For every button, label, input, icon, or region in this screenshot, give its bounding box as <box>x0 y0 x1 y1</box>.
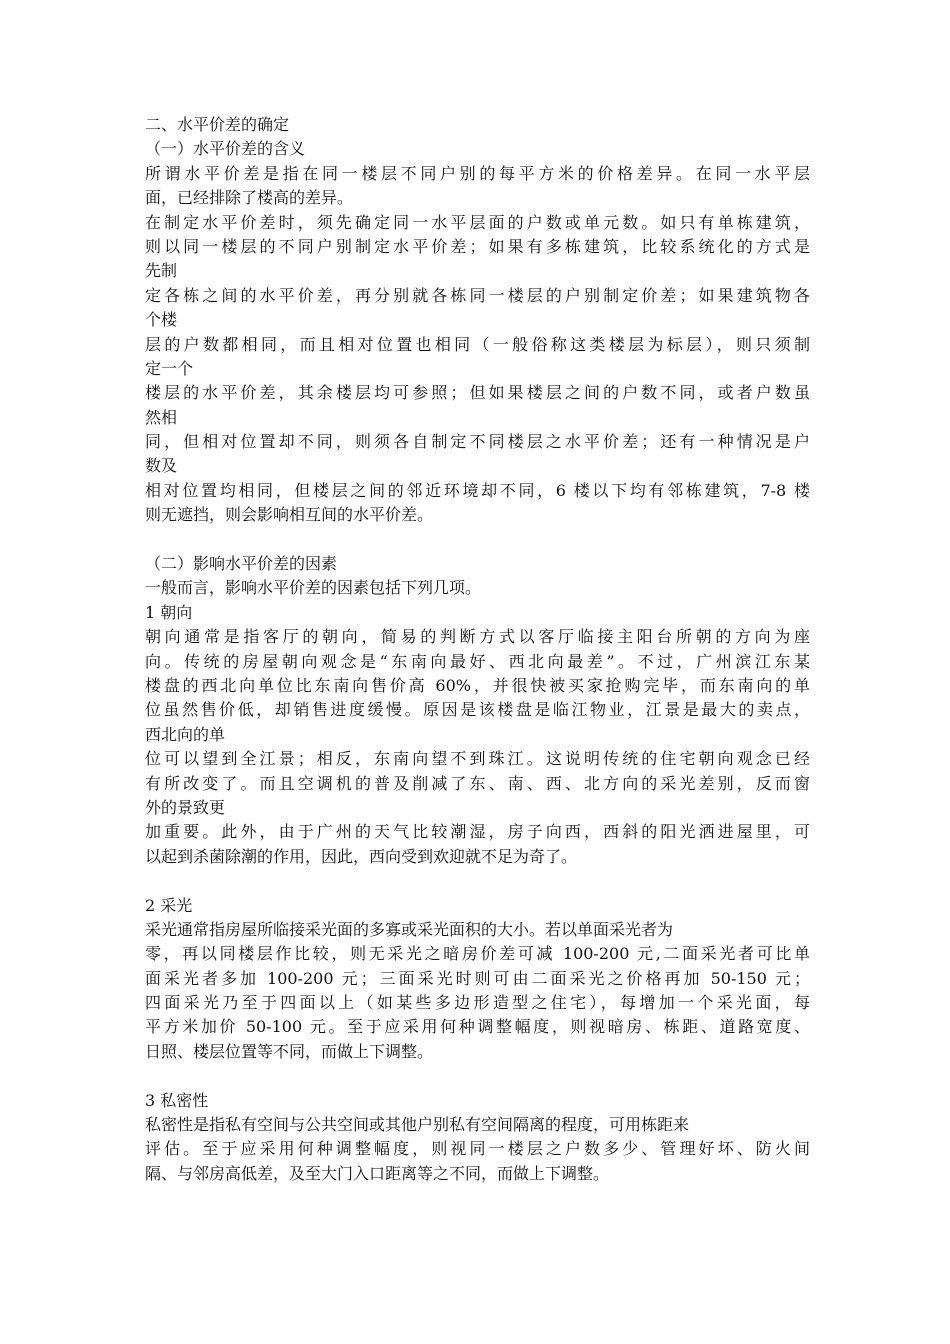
text-line: 层的户数都相同，而且相对位置也相同（一般俗称这类楼层为标层），则只须制 <box>145 334 810 354</box>
text-line: 日照、楼层位置等不同，而做上下调整。 <box>145 1041 434 1061</box>
text-line: 个楼 <box>145 310 178 330</box>
text-line: 西北向的单 <box>145 724 226 744</box>
text-line: 然相 <box>145 407 178 427</box>
text-line: 一般而言，影响水平价差的因素包括下列几项。 <box>145 578 482 598</box>
text-line: 零，再以同楼层作比较，则无采光之暗房价差可减 100-200 元,二面采光者可比单 <box>145 944 810 964</box>
text-line: 数及 <box>145 456 178 476</box>
text-line: 二、水平价差的确定 <box>145 115 290 134</box>
text-line: 四面采光乃至于四面以上（如某些多边形造型之住宅），每增加一个采光面，每 <box>145 993 810 1013</box>
text-line: （一）水平价差的含义 <box>145 139 306 159</box>
text-line: 2 采光 <box>145 895 193 915</box>
text-line: 加重要。此外，由于广州的天气比较潮湿，房子向西，西斜的阳光洒进屋里，可 <box>145 822 810 842</box>
text-line: 在制定水平价差时，须先确定同一水平层面的户数或单元数。如只有单栋建筑， <box>145 212 810 232</box>
text-line: 同，但相对位置却不同，则须各自制定不同楼层之水平价差；还有一种情况是户 <box>145 432 810 452</box>
text-line: 以起到杀菌除潮的作用，因此，西向受到欢迎就不足为奇了。 <box>145 846 578 866</box>
text-line: 所谓水平价差是指在同一楼层不同户别的每平方米的价格差异。在同一水平层 <box>145 163 810 183</box>
text-line: 面采光者多加 100-200 元；三面采光时则可由二面采光之价格再加 50-150 元； <box>145 968 810 988</box>
text-line: 外的景致更 <box>145 797 226 817</box>
text-line: 平方米加价 50-100 元。至于应采用何种调整幅度，则视暗房、栋距、道路宽度、 <box>145 1017 810 1037</box>
text-line: 位可以望到全江景；相反，东南向望不到珠江。这说明传统的住宅朝向观念已经 <box>145 749 810 769</box>
text-line: 采光通常指房屋所临接采光面的多寡或采光面积的大小。若以单面采光者为 <box>145 919 674 939</box>
text-line: 评估。至于应采用何种调整幅度，则视同一楼层之户数多少、管理好坏、防火间 <box>145 1139 810 1159</box>
text-line: 3 私密性 <box>145 1090 209 1110</box>
blank-line <box>145 528 810 552</box>
text-line: 则以同一楼层的不同户别制定水平价差；如果有多栋建筑，比较系统化的方式是 <box>145 236 810 256</box>
text-line: （二）影响水平价差的因素 <box>145 554 338 574</box>
text-line: 相对位置均相同，但楼层之间的邻近环境却不同，6 楼以下均有邻栋建筑，7-8 楼 <box>145 480 810 500</box>
text-line: 先制 <box>145 261 178 281</box>
text-line: 则无遮挡，则会影响相互间的水平价差。 <box>145 505 434 525</box>
text-line: 楼层的水平价差，其余楼层均可参照；但如果楼层之间的户数不同，或者户数虽 <box>145 383 810 403</box>
text-line: 有所改变了。而且空调机的普及削减了东、南、西、北方向的采光差别，反而窗 <box>145 773 810 793</box>
text-line: 朝向通常是指客厅的朝向，简易的判断方式以客厅临接主阳台所朝的方向为座 <box>145 627 810 647</box>
text-line: 面，已经排除了楼高的差异。 <box>145 188 354 208</box>
text-line: 隔、与邻房高低差，及至大门入口距离等之不同，而做上下调整。 <box>145 1163 610 1183</box>
text-line: 1 朝向 <box>145 602 193 622</box>
text-line: 楼盘的西北向单位比东南向售价高 60%，并很快被买家抢购完毕，而东南向的单 <box>145 675 810 695</box>
document-body <box>145 113 810 1186</box>
blank-line <box>145 869 810 893</box>
text-line: 位虽然售价低，却销售进度缓慢。原因是该楼盘是临江物业，江景是最大的卖点， <box>145 700 810 720</box>
text-line: 私密性是指私有空间与公共空间或其他户别私有空间隔离的程度，可用栋距来 <box>145 1115 690 1135</box>
text-line: 定各栋之间的水平价差，再分别就各栋同一楼层的户别制定价差；如果建筑物各 <box>145 285 810 305</box>
text-line: 向。传统的房屋朝向观念是“东南向最好、西北向最差”。不过，广州滨江东某 <box>145 651 810 671</box>
text-line: 定一个 <box>145 358 194 378</box>
blank-line <box>145 1064 810 1088</box>
